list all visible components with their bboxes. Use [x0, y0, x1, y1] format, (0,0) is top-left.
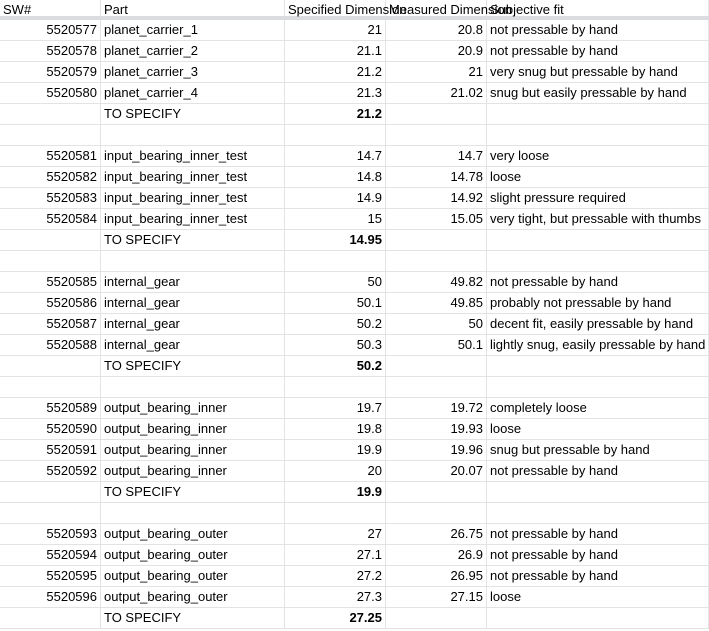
cell-part[interactable]: input_bearing_inner_test: [101, 146, 285, 166]
cell-part[interactable]: TO SPECIFY: [101, 608, 285, 628]
cell-part[interactable]: internal_gear: [101, 314, 285, 334]
cell-sw[interactable]: [0, 377, 101, 397]
cell-subjective-fit[interactable]: slight pressure required: [487, 188, 709, 208]
cell-sw[interactable]: 5520580: [0, 83, 101, 103]
cell-sw[interactable]: 5520595: [0, 566, 101, 586]
table-row: [0, 251, 709, 272]
cell-specified-dimension[interactable]: 14.8: [285, 167, 386, 187]
cell-subjective-fit[interactable]: not pressable by hand: [487, 272, 709, 292]
cell-measured-dimension[interactable]: [386, 104, 487, 124]
header-cell-sw[interactable]: SW#: [0, 0, 101, 16]
cell-measured-dimension[interactable]: [386, 608, 487, 628]
cell-part[interactable]: [101, 125, 285, 145]
cell-measured-dimension[interactable]: 19.72: [386, 398, 487, 418]
cell-subjective-fit[interactable]: not pressable by hand: [487, 545, 709, 565]
cell-sw[interactable]: 5520592: [0, 461, 101, 481]
cell-specified-dimension[interactable]: 20: [285, 461, 386, 481]
cell-specified-dimension[interactable]: 50.2: [285, 314, 386, 334]
cell-part[interactable]: planet_carrier_1: [101, 20, 285, 40]
cell-specified-dimension[interactable]: 19.7: [285, 398, 386, 418]
cell-measured-dimension[interactable]: 26.95: [386, 566, 487, 586]
cell-measured-dimension[interactable]: 20.07: [386, 461, 487, 481]
cell-sw[interactable]: [0, 230, 101, 250]
table-row: [0, 335, 709, 356]
cell-specified-dimension[interactable]: 19.8: [285, 419, 386, 439]
cell-measured-dimension[interactable]: [386, 503, 487, 523]
cell-part[interactable]: output_bearing_outer: [101, 524, 285, 544]
table-row: [0, 209, 709, 230]
cell-sw[interactable]: [0, 251, 101, 271]
cell-measured-dimension[interactable]: 26.9: [386, 545, 487, 565]
cell-part[interactable]: output_bearing_outer: [101, 566, 285, 586]
cell-specified-dimension[interactable]: [285, 251, 386, 271]
cell-part[interactable]: [101, 377, 285, 397]
cell-measured-dimension[interactable]: [386, 251, 487, 271]
cell-specified-dimension[interactable]: [285, 377, 386, 397]
table-row: [0, 566, 709, 587]
table-row: [0, 440, 709, 461]
cell-specified-dimension[interactable]: 14.95: [285, 230, 386, 250]
cell-subjective-fit[interactable]: [487, 608, 709, 628]
cell-specified-dimension[interactable]: 14.7: [285, 146, 386, 166]
cell-sw[interactable]: 5520591: [0, 440, 101, 460]
table-row: [0, 314, 709, 335]
cell-measured-dimension[interactable]: 26.75: [386, 524, 487, 544]
cell-specified-dimension[interactable]: 50: [285, 272, 386, 292]
cell-part[interactable]: TO SPECIFY: [101, 356, 285, 376]
cell-subjective-fit[interactable]: very snug but pressable by hand: [487, 62, 709, 82]
cell-part[interactable]: output_bearing_inner: [101, 419, 285, 439]
cell-sw[interactable]: 5520587: [0, 314, 101, 334]
cell-sw[interactable]: 5520581: [0, 146, 101, 166]
table-row: [0, 83, 709, 104]
table-row: [0, 62, 709, 83]
cell-measured-dimension[interactable]: [386, 482, 487, 502]
table-row: [0, 482, 709, 503]
cell-subjective-fit[interactable]: snug but easily pressable by hand: [487, 83, 709, 103]
cell-subjective-fit[interactable]: loose: [487, 587, 709, 607]
table-row: [0, 104, 709, 125]
cell-measured-dimension[interactable]: 50.1: [386, 335, 487, 355]
cell-sw[interactable]: 5520588: [0, 335, 101, 355]
cell-specified-dimension[interactable]: 15: [285, 209, 386, 229]
cell-part[interactable]: [101, 251, 285, 271]
table-row: [0, 272, 709, 293]
cell-measured-dimension[interactable]: 27.15: [386, 587, 487, 607]
cell-subjective-fit[interactable]: lightly snug, easily pressable by hand: [487, 335, 709, 355]
cell-subjective-fit[interactable]: [487, 482, 709, 502]
cell-subjective-fit[interactable]: not pressable by hand: [487, 524, 709, 544]
cell-specified-dimension[interactable]: 27.2: [285, 566, 386, 586]
table-row: [0, 545, 709, 566]
cell-sw[interactable]: 5520577: [0, 20, 101, 40]
table-row: [0, 188, 709, 209]
table-body: [0, 20, 709, 629]
cell-subjective-fit[interactable]: not pressable by hand: [487, 41, 709, 61]
cell-specified-dimension[interactable]: 19.9: [285, 482, 386, 502]
cell-measured-dimension[interactable]: 20.9: [386, 41, 487, 61]
table-row: [0, 608, 709, 629]
cell-part[interactable]: planet_carrier_2: [101, 41, 285, 61]
cell-subjective-fit[interactable]: [487, 125, 709, 145]
table-row: [0, 461, 709, 482]
cell-subjective-fit[interactable]: not pressable by hand: [487, 20, 709, 40]
cell-part[interactable]: internal_gear: [101, 293, 285, 313]
cell-specified-dimension[interactable]: 14.9: [285, 188, 386, 208]
cell-sw[interactable]: [0, 482, 101, 502]
cell-specified-dimension[interactable]: 50.1: [285, 293, 386, 313]
header-row: [0, 0, 709, 20]
cell-sw[interactable]: 5520589: [0, 398, 101, 418]
cell-measured-dimension[interactable]: 49.85: [386, 293, 487, 313]
cell-sw[interactable]: 5520596: [0, 587, 101, 607]
cell-subjective-fit[interactable]: [487, 356, 709, 376]
cell-specified-dimension[interactable]: 19.9: [285, 440, 386, 460]
table-row: [0, 398, 709, 419]
cell-part[interactable]: output_bearing_outer: [101, 587, 285, 607]
cell-subjective-fit[interactable]: probably not pressable by hand: [487, 293, 709, 313]
cell-sw[interactable]: [0, 104, 101, 124]
cell-specified-dimension[interactable]: 21.1: [285, 41, 386, 61]
cell-subjective-fit[interactable]: decent fit, easily pressable by hand: [487, 314, 709, 334]
cell-sw[interactable]: 5520586: [0, 293, 101, 313]
cell-specified-dimension[interactable]: 50.2: [285, 356, 386, 376]
header-cell-measured-dimension[interactable]: Measured Dimension: [386, 0, 487, 16]
cell-specified-dimension[interactable]: 50.3: [285, 335, 386, 355]
cell-sw[interactable]: [0, 356, 101, 376]
cell-part[interactable]: input_bearing_inner_test: [101, 167, 285, 187]
cell-sw[interactable]: [0, 608, 101, 628]
cell-sw[interactable]: 5520579: [0, 62, 101, 82]
cell-subjective-fit[interactable]: not pressable by hand: [487, 566, 709, 586]
cell-subjective-fit[interactable]: [487, 503, 709, 523]
cell-measured-dimension[interactable]: [386, 377, 487, 397]
cell-measured-dimension[interactable]: 50: [386, 314, 487, 334]
cell-subjective-fit[interactable]: loose: [487, 167, 709, 187]
cell-subjective-fit[interactable]: [487, 230, 709, 250]
cell-subjective-fit[interactable]: loose: [487, 419, 709, 439]
cell-part[interactable]: internal_gear: [101, 335, 285, 355]
table-row: [0, 146, 709, 167]
cell-sw[interactable]: 5520582: [0, 167, 101, 187]
cell-part[interactable]: input_bearing_inner_test: [101, 209, 285, 229]
cell-part[interactable]: output_bearing_outer: [101, 545, 285, 565]
cell-part[interactable]: TO SPECIFY: [101, 104, 285, 124]
cell-specified-dimension[interactable]: [285, 125, 386, 145]
cell-part[interactable]: planet_carrier_4: [101, 83, 285, 103]
cell-subjective-fit[interactable]: very loose: [487, 146, 709, 166]
table-row: [0, 41, 709, 62]
cell-measured-dimension[interactable]: 49.82: [386, 272, 487, 292]
header-cell-subjective-fit[interactable]: Subjective fit: [487, 0, 709, 16]
cell-part[interactable]: output_bearing_inner: [101, 461, 285, 481]
cell-sw[interactable]: 5520593: [0, 524, 101, 544]
cell-part[interactable]: TO SPECIFY: [101, 482, 285, 502]
cell-measured-dimension[interactable]: 20.8: [386, 20, 487, 40]
cell-part[interactable]: TO SPECIFY: [101, 230, 285, 250]
cell-sw[interactable]: 5520584: [0, 209, 101, 229]
cell-part[interactable]: output_bearing_inner: [101, 398, 285, 418]
cell-specified-dimension[interactable]: 27.25: [285, 608, 386, 628]
cell-measured-dimension[interactable]: [386, 125, 487, 145]
cell-subjective-fit[interactable]: [487, 251, 709, 271]
cell-specified-dimension[interactable]: 27: [285, 524, 386, 544]
table-row: [0, 125, 709, 146]
cell-part[interactable]: internal_gear: [101, 272, 285, 292]
cell-subjective-fit[interactable]: [487, 377, 709, 397]
table-row: [0, 587, 709, 608]
cell-subjective-fit[interactable]: snug but pressable by hand: [487, 440, 709, 460]
cell-sw[interactable]: 5520578: [0, 41, 101, 61]
cell-specified-dimension[interactable]: 27.1: [285, 545, 386, 565]
cell-measured-dimension[interactable]: [386, 230, 487, 250]
cell-part[interactable]: output_bearing_inner: [101, 440, 285, 460]
cell-sw[interactable]: 5520590: [0, 419, 101, 439]
cell-specified-dimension[interactable]: 21: [285, 20, 386, 40]
table-row: [0, 419, 709, 440]
table-row: [0, 356, 709, 377]
cell-specified-dimension[interactable]: 21.2: [285, 104, 386, 124]
cell-measured-dimension[interactable]: 19.93: [386, 419, 487, 439]
cell-measured-dimension[interactable]: 21: [386, 62, 487, 82]
header-cell-part[interactable]: Part: [101, 0, 285, 16]
cell-subjective-fit[interactable]: very tight, but pressable with thumbs: [487, 209, 709, 229]
cell-sw[interactable]: [0, 125, 101, 145]
cell-measured-dimension[interactable]: 14.7: [386, 146, 487, 166]
cell-measured-dimension[interactable]: 14.92: [386, 188, 487, 208]
cell-part[interactable]: input_bearing_inner_test: [101, 188, 285, 208]
table-row: [0, 167, 709, 188]
cell-measured-dimension[interactable]: 14.78: [386, 167, 487, 187]
cell-measured-dimension[interactable]: [386, 356, 487, 376]
cell-sw[interactable]: 5520594: [0, 545, 101, 565]
cell-part[interactable]: planet_carrier_3: [101, 62, 285, 82]
cell-measured-dimension[interactable]: 15.05: [386, 209, 487, 229]
cell-subjective-fit[interactable]: completely loose: [487, 398, 709, 418]
table-row: [0, 293, 709, 314]
table-row: [0, 377, 709, 398]
cell-specified-dimension[interactable]: 21.3: [285, 83, 386, 103]
table-row: [0, 20, 709, 41]
cell-part[interactable]: [101, 503, 285, 523]
cell-measured-dimension[interactable]: 19.96: [386, 440, 487, 460]
header-cell-specified-dimension[interactable]: Specified Dimension: [285, 0, 386, 16]
cell-sw[interactable]: 5520583: [0, 188, 101, 208]
cell-measured-dimension[interactable]: 21.02: [386, 83, 487, 103]
cell-specified-dimension[interactable]: 27.3: [285, 587, 386, 607]
cell-sw[interactable]: 5520585: [0, 272, 101, 292]
table-row: [0, 230, 709, 251]
cell-specified-dimension[interactable]: 21.2: [285, 62, 386, 82]
cell-subjective-fit[interactable]: [487, 104, 709, 124]
table-row: [0, 503, 709, 524]
table-row: [0, 524, 709, 545]
cell-sw[interactable]: [0, 503, 101, 523]
cell-specified-dimension[interactable]: [285, 503, 386, 523]
cell-subjective-fit[interactable]: not pressable by hand: [487, 461, 709, 481]
